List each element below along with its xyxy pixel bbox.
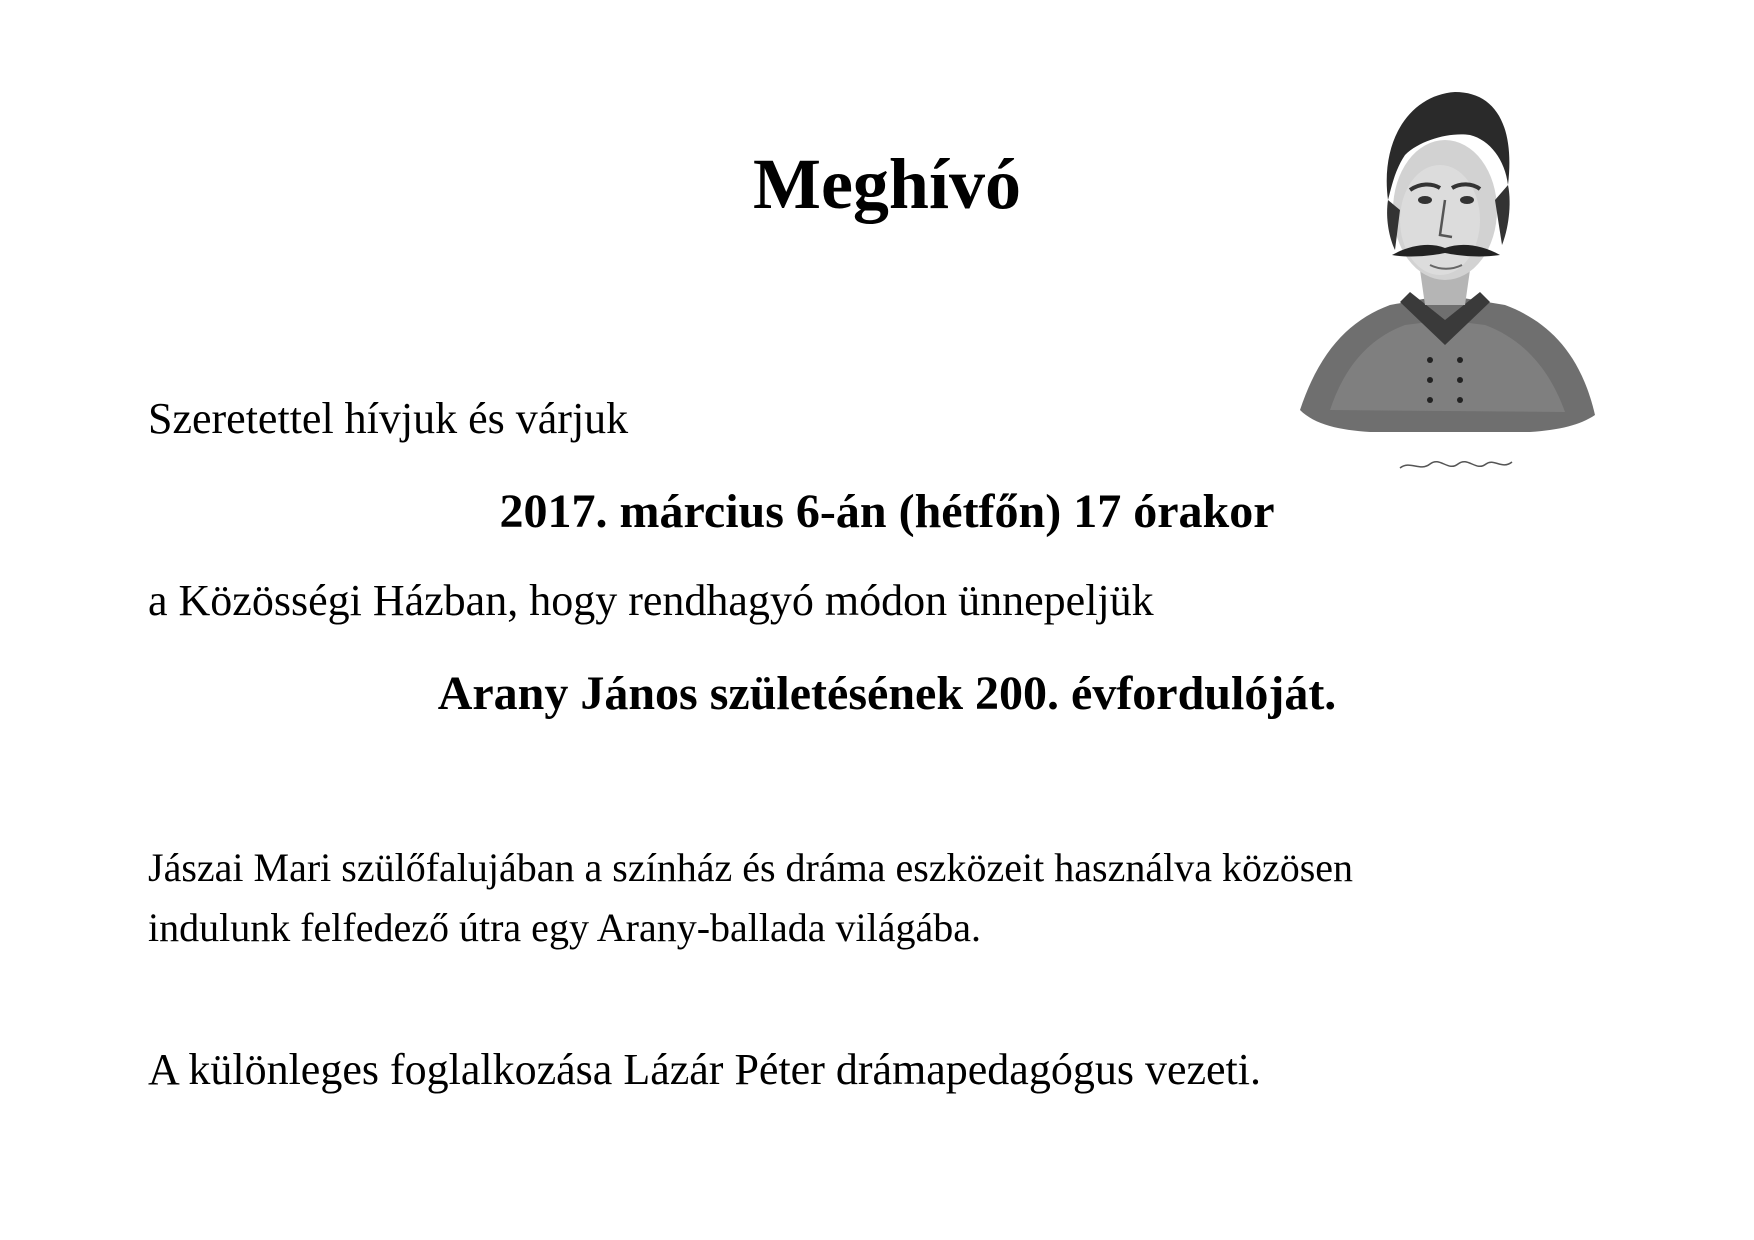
page-title: Meghívó — [753, 144, 1021, 224]
occasion-text: Arany János születésének 200. évfordulóját. — [437, 667, 1337, 720]
leader-text: A különleges foglalkozása Lázár Péter drámapedagógus vezeti. — [148, 1045, 1261, 1094]
venue-text: a Közösségi Házban, hogy rendhagyó módon ünnepeljük — [148, 576, 1154, 625]
event-date-time: 2017. március 6-án (hétfőn) 17 órakor — [499, 485, 1275, 538]
portrait-engraving — [1280, 70, 1610, 490]
description-line-1: Jászai Mari szülőfalujában a színház és dráma eszközeit használva közösen — [148, 845, 1354, 890]
description-paragraph — [148, 838, 1588, 958]
intro-text: Szeretettel hívjuk és várjuk — [148, 394, 629, 443]
description-line-2: indulunk felfedező útra egy Arany-ballada világába. — [148, 905, 981, 950]
